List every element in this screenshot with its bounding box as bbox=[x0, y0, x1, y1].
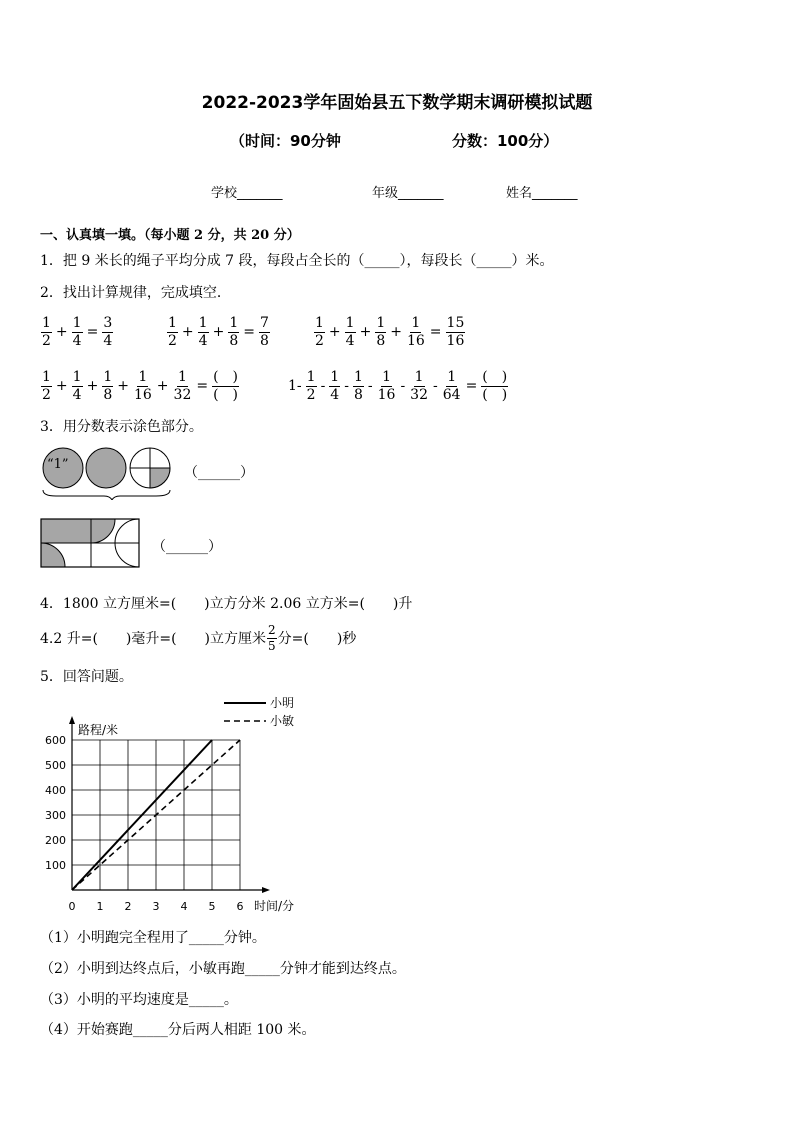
y-tick-label: 300 bbox=[45, 809, 66, 822]
operator-sign: + bbox=[328, 324, 341, 341]
fraction-result-numerator: 7 bbox=[259, 315, 269, 331]
name-field: 姓名_______ bbox=[506, 186, 578, 201]
operator-sign: + bbox=[390, 324, 402, 341]
operator-sign: - bbox=[320, 378, 326, 395]
fraction-term bbox=[102, 370, 113, 402]
fraction-result-denominator: 8 bbox=[259, 332, 269, 349]
fraction-result bbox=[446, 316, 466, 348]
question-1: 1．把 9 米长的绳子平均分成 7 段，每段占全长的（_____），每段长（_____）米。 bbox=[40, 253, 554, 269]
fraction-term-denominator: 2 bbox=[306, 386, 316, 403]
fraction-term bbox=[406, 316, 426, 348]
y-tick-label: 400 bbox=[45, 784, 66, 797]
fraction-term-numerator: 1 bbox=[138, 369, 148, 385]
fraction-term-denominator: 16 bbox=[377, 386, 396, 403]
x-axis-arrow bbox=[262, 887, 270, 893]
fraction-term-numerator: 1 bbox=[447, 369, 457, 385]
equals-sign: = bbox=[86, 324, 99, 341]
x-tick-label: 6 bbox=[236, 900, 244, 913]
operator-sign: + bbox=[55, 324, 68, 341]
operator-sign: + bbox=[86, 378, 99, 395]
operator-sign: - bbox=[344, 378, 349, 395]
y-tick-label: 200 bbox=[45, 834, 66, 847]
fraction-term-numerator: 1 bbox=[42, 315, 51, 331]
fraction-term-numerator: 1 bbox=[330, 369, 340, 385]
section-heading: 一、认真填一填。（每小题 2 分，共 20 分） bbox=[40, 228, 300, 243]
equals-sign: = bbox=[465, 378, 478, 395]
q4-text-a: 4.2 升=( )毫升=( )立方厘米 bbox=[40, 631, 267, 648]
equals-sign: = bbox=[196, 378, 209, 395]
operator-sign: + bbox=[117, 378, 129, 395]
fraction-term bbox=[133, 370, 153, 402]
exam-score: 分数：100分） bbox=[452, 132, 559, 150]
fraction-result bbox=[481, 370, 508, 402]
fraction-term-numerator: 1 bbox=[42, 369, 51, 385]
sub-question-4: （4）开始赛跑_____分后两人相距 100 米。 bbox=[40, 1022, 316, 1038]
fraction-result-denominator: 16 bbox=[446, 332, 465, 349]
fraction-term-numerator: 1 bbox=[382, 369, 391, 385]
fraction-result-numerator: ( ) bbox=[213, 369, 239, 385]
fraction-term-denominator: 32 bbox=[173, 386, 192, 403]
q4-text-b: 分=( )秒 bbox=[277, 631, 357, 648]
fraction-term bbox=[377, 370, 397, 402]
fraction-term-denominator: 32 bbox=[410, 386, 428, 403]
fraction-term-numerator: 1 bbox=[414, 369, 424, 385]
fraction-term-denominator: 2 bbox=[42, 332, 51, 349]
fraction-term-denominator: 4 bbox=[198, 332, 208, 349]
y-axis-arrow bbox=[69, 716, 75, 724]
fraction-term-denominator: 4 bbox=[330, 386, 340, 403]
fraction-term bbox=[167, 316, 178, 348]
fraction-term-denominator: 4 bbox=[345, 332, 355, 349]
fraction-term bbox=[72, 316, 83, 348]
fraction-result-denominator: ( ) bbox=[213, 386, 239, 403]
distance-time-chart bbox=[30, 692, 320, 918]
equals-sign: = bbox=[429, 324, 442, 341]
x-tick-label: 1 bbox=[96, 900, 104, 913]
fraction-result bbox=[259, 316, 270, 348]
fraction-term-numerator: 1 bbox=[353, 369, 363, 385]
fraction-term-numerator: 1 bbox=[168, 315, 177, 331]
operator-sign: + bbox=[55, 378, 68, 395]
x-tick-label: 5 bbox=[208, 900, 216, 913]
fraction-term bbox=[353, 370, 364, 402]
sub-question-3: （3）小明的平均速度是_____。 bbox=[40, 992, 238, 1008]
fraction-result-denominator: 4 bbox=[103, 332, 113, 349]
fraction-term bbox=[442, 370, 462, 402]
fraction-term-denominator: 2 bbox=[168, 332, 177, 349]
question-3: 3．用分数表示涂色部分。 bbox=[40, 419, 203, 435]
page-title: 2022-2023学年固始县五下数学期末调研模拟试题 bbox=[201, 93, 593, 113]
y-tick-label: 500 bbox=[45, 759, 66, 772]
question-4-line-1: 4．1800 立方厘米=( )立方分米 2.06 立方米=( )升 bbox=[40, 596, 413, 612]
fraction-result-numerator: 15 bbox=[446, 315, 465, 331]
fraction-term-numerator: 1 bbox=[177, 369, 187, 385]
fraction-term bbox=[306, 370, 317, 402]
fraction-term-numerator: 1 bbox=[103, 369, 113, 385]
y-axis-label: 路程/米 bbox=[78, 723, 119, 737]
fraction-term-numerator: 1 bbox=[376, 315, 386, 331]
fraction-term-denominator: 8 bbox=[229, 332, 239, 349]
fraction-result bbox=[102, 316, 113, 348]
sub-question-2: （2）小明到达终点后，小敏再跑_____分钟才能到达终点。 bbox=[40, 961, 406, 977]
y-tick-label: 600 bbox=[45, 734, 66, 747]
x-tick-label: 0 bbox=[68, 900, 76, 913]
fraction-term-denominator: 16 bbox=[133, 386, 152, 403]
formula-4 bbox=[40, 370, 240, 402]
fraction-term bbox=[173, 370, 193, 402]
school-field: 学校_______ bbox=[211, 186, 283, 201]
exam-time: （时间：90分钟 bbox=[230, 132, 341, 150]
fraction-term bbox=[314, 316, 325, 348]
question-2: 2．找出计算规律，完成填空． bbox=[40, 285, 231, 301]
fraction-term bbox=[228, 316, 239, 348]
fraction-term-denominator: 2 bbox=[42, 386, 51, 403]
legend-label: 小敏 bbox=[270, 714, 295, 728]
answer-blank-1: （______） bbox=[184, 465, 254, 481]
y-tick-label: 100 bbox=[45, 859, 66, 872]
rectangle-figure bbox=[40, 518, 142, 570]
operator-sign: + bbox=[181, 324, 194, 341]
fraction-term bbox=[329, 370, 340, 402]
operator-sign: - bbox=[433, 378, 438, 395]
fraction-term-denominator: 16 bbox=[406, 332, 425, 349]
fraction-term-numerator: 1 bbox=[315, 315, 324, 331]
q4-fraction bbox=[267, 624, 277, 652]
fraction-term bbox=[41, 370, 52, 402]
formula-2 bbox=[166, 316, 271, 348]
operator-sign: + bbox=[156, 378, 169, 395]
fraction-term-numerator: 1 bbox=[345, 315, 355, 331]
q4-fraction-numerator: 2 bbox=[268, 623, 276, 637]
x-axis-label: 时间/分 bbox=[254, 899, 295, 913]
fraction-term-numerator: 1 bbox=[411, 315, 421, 331]
fraction-term-numerator: 1 bbox=[72, 315, 82, 331]
legend-label: 小明 bbox=[270, 696, 295, 710]
fraction-term-denominator: 2 bbox=[315, 332, 324, 349]
fraction-term-denominator: 8 bbox=[103, 386, 113, 403]
fraction-result-denominator: ( ) bbox=[482, 386, 508, 403]
x-tick-label: 3 bbox=[152, 900, 160, 913]
formula-1 bbox=[40, 316, 114, 348]
fraction-term-denominator: 8 bbox=[353, 386, 363, 403]
question-5: 5．回答问题。 bbox=[40, 669, 133, 685]
three-circles-figure bbox=[36, 444, 176, 500]
question-4-line-2 bbox=[40, 624, 356, 652]
fraction-term-numerator: 1 bbox=[72, 369, 82, 385]
fraction-result-numerator: 3 bbox=[103, 315, 113, 331]
formula-prefix: 1- bbox=[288, 378, 302, 395]
fraction-term bbox=[409, 370, 429, 402]
fraction-term-numerator: 1 bbox=[229, 315, 239, 331]
fraction-term bbox=[198, 316, 209, 348]
q4-fraction-denominator: 5 bbox=[268, 638, 276, 653]
operator-sign: + bbox=[212, 324, 225, 341]
x-tick-label: 4 bbox=[180, 900, 188, 913]
fraction-result-numerator: ( ) bbox=[482, 369, 508, 385]
fraction-term-denominator: 4 bbox=[72, 386, 82, 403]
fraction-term-denominator: 64 bbox=[442, 386, 461, 403]
grade-field: 年级_______ bbox=[372, 186, 444, 201]
formula-5 bbox=[285, 370, 509, 402]
fraction-term-numerator: 1 bbox=[198, 315, 208, 331]
operator-sign: - bbox=[400, 378, 406, 395]
fraction-term-numerator: 1 bbox=[306, 369, 316, 385]
operator-sign: - bbox=[367, 378, 373, 395]
fraction-term bbox=[345, 316, 356, 348]
unit-one-label: “1” bbox=[47, 457, 69, 472]
fraction-term-denominator: 8 bbox=[376, 332, 386, 349]
fraction-term bbox=[41, 316, 52, 348]
x-tick-label: 2 bbox=[124, 900, 132, 913]
formula-3 bbox=[313, 316, 466, 348]
sub-question-1: （1）小明跑完全程用了_____分钟。 bbox=[40, 930, 266, 946]
answer-blank-2: （______） bbox=[152, 539, 222, 555]
operator-sign: + bbox=[359, 324, 372, 341]
fraction-result bbox=[212, 370, 239, 402]
fraction-term bbox=[72, 370, 83, 402]
equals-sign: = bbox=[243, 324, 255, 341]
fraction-term-denominator: 4 bbox=[72, 332, 82, 349]
fraction-term bbox=[375, 316, 386, 348]
